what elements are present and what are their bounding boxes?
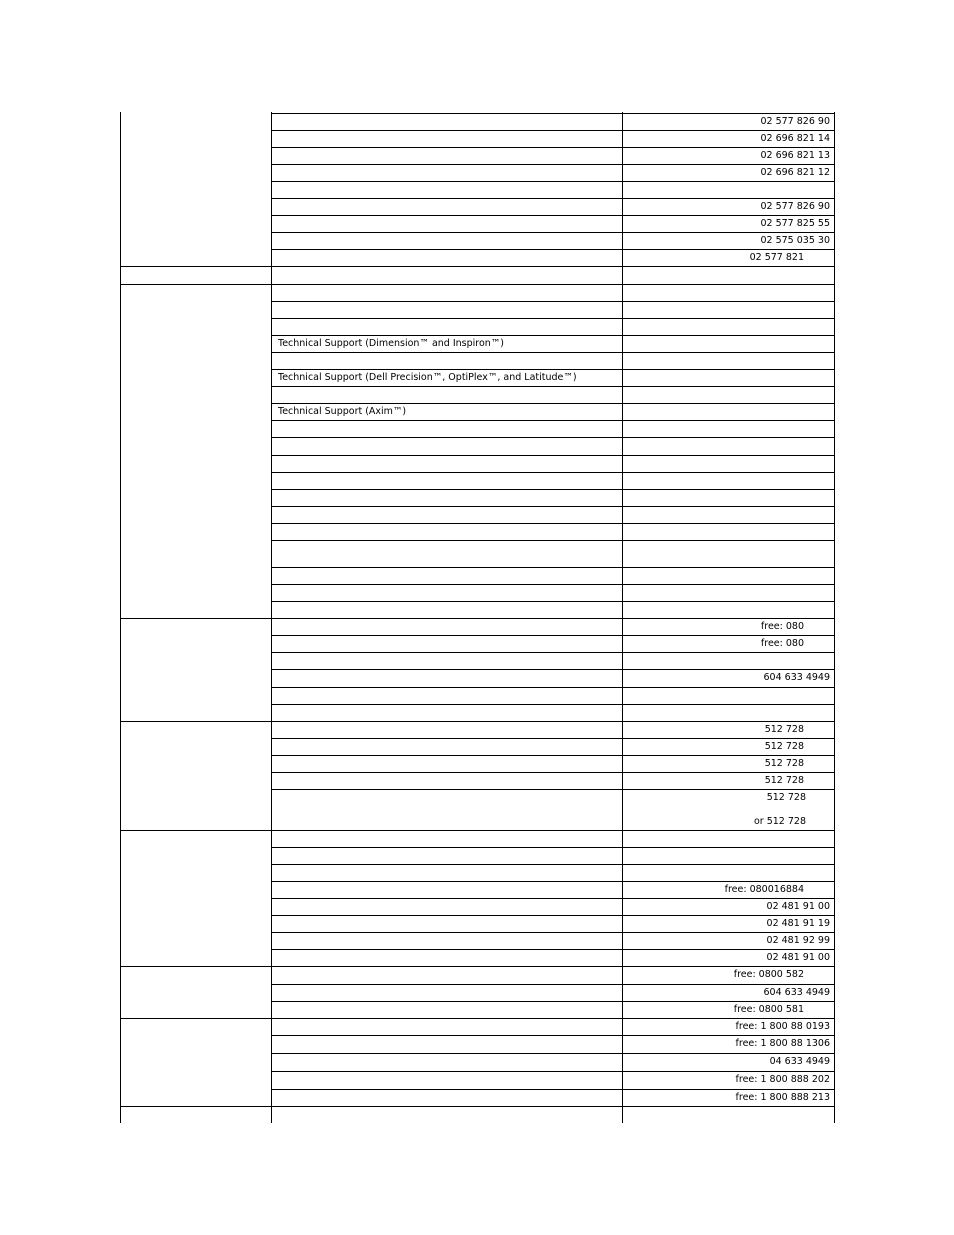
phone-number: 02 575 035 30: [760, 234, 830, 246]
phone-number: 02 481 91 00: [766, 951, 830, 963]
phone-number: [624, 472, 830, 489]
phone-number: 512 728: [764, 740, 804, 752]
service-label: [278, 932, 619, 949]
group-border: [120, 721, 271, 722]
phone-number: [624, 284, 830, 301]
phone-number: [624, 455, 830, 472]
service-label: [278, 420, 619, 437]
service-label: [278, 898, 619, 915]
phone-number: [624, 181, 830, 198]
service-label: [278, 966, 619, 984]
phone-number: 04 633 4949: [769, 1056, 830, 1068]
phone-number: [624, 352, 830, 369]
phone-number: free: 0800 582: [733, 969, 804, 981]
service-label: [278, 687, 619, 704]
phone-number: [624, 847, 830, 864]
service-label: Technical Support (Axim™): [278, 405, 407, 417]
service-label: [278, 738, 619, 755]
service-label: [278, 881, 619, 898]
phone-number: 02 577 826 90: [760, 115, 830, 127]
service-label: [278, 949, 619, 966]
group-border: [120, 618, 271, 619]
service-label: [278, 1035, 619, 1053]
service-label: [278, 772, 619, 789]
service-label: [278, 1053, 619, 1071]
phone-number: [624, 266, 830, 284]
phone-number: free: 1 800 888 202: [735, 1074, 830, 1086]
phone-number: free: 1 800 88 0193: [735, 1020, 830, 1032]
phone-number: [624, 437, 830, 455]
phone-number: 512 728: [764, 757, 804, 769]
phone-number: [624, 523, 830, 540]
phone-number: [624, 403, 830, 420]
phone-number: [624, 489, 830, 506]
service-label: [278, 1071, 619, 1089]
group-border: [120, 1106, 271, 1107]
phone-number: [624, 369, 830, 386]
service-label: [278, 506, 619, 523]
phone-number: free: 080016884: [724, 883, 804, 895]
phone-number: [624, 652, 830, 669]
service-label: [278, 704, 619, 721]
group-border: [120, 830, 271, 831]
group-border: [120, 266, 271, 267]
service-label: [278, 113, 619, 130]
phone-number: 604 633 4949: [763, 672, 830, 684]
phone-number: 02 696 821 14: [760, 132, 830, 144]
service-label: [278, 847, 619, 864]
phone-number: 02 481 92 99: [766, 934, 830, 946]
phone-number: [624, 601, 830, 618]
service-label: [278, 232, 619, 249]
phone-number: 512 728: [764, 774, 804, 786]
phone-number: [624, 704, 830, 721]
phone-number: [624, 584, 830, 601]
group-border: [120, 966, 271, 967]
service-label: [278, 489, 619, 506]
service-label: [278, 984, 619, 1001]
phone-number: free: 080: [760, 620, 804, 632]
service-label: [278, 540, 619, 567]
phone-number: [624, 335, 830, 352]
phone-number: free: 1 800 88 1306: [735, 1038, 830, 1050]
service-label: [278, 1018, 619, 1035]
phone-number: 02 481 91 19: [766, 917, 830, 929]
service-label: [278, 352, 619, 369]
service-label: [278, 864, 619, 881]
service-label: [278, 164, 619, 181]
phone-number: 02 696 821 12: [760, 166, 830, 178]
service-label: Technical Support (Dell Precision™, OptiPlex™, and Latitude™): [278, 371, 577, 383]
service-label: [278, 266, 619, 284]
service-label: [278, 584, 619, 601]
service-label: [278, 915, 619, 932]
phone-number: [624, 540, 830, 567]
phone-number: 02 577 821: [749, 251, 804, 263]
service-label: [278, 147, 619, 164]
phone-number: 604 633 4949: [763, 986, 830, 998]
service-label: [278, 215, 619, 232]
phone-number: free: 1 800 888 213: [735, 1091, 830, 1103]
service-label: [278, 755, 619, 772]
service-label: [278, 1001, 619, 1018]
phone-number: [624, 864, 830, 881]
phone-number: 02 577 826 90: [760, 200, 830, 212]
phone-number: [624, 687, 830, 704]
service-label: [278, 635, 619, 652]
phone-number: [624, 386, 830, 403]
phone-number: [624, 301, 830, 318]
phone-number: [624, 830, 830, 847]
service-label: [278, 318, 619, 335]
phone-number: [624, 420, 830, 437]
service-label: [278, 669, 619, 687]
service-label: [278, 789, 619, 830]
service-label: [278, 130, 619, 147]
phone-number: 512 728: [764, 723, 804, 735]
phone-number: free: 080: [760, 637, 804, 649]
phone-number: 02 577 825 55: [760, 217, 830, 229]
service-label: [278, 284, 619, 301]
service-label: [278, 386, 619, 403]
phone-number: 02 696 821 13: [760, 149, 830, 161]
service-label: [278, 455, 619, 472]
phone-number: [624, 318, 830, 335]
service-label: [278, 249, 619, 266]
service-label: [278, 830, 619, 847]
service-label: [278, 601, 619, 618]
service-label: [278, 523, 619, 540]
service-label: [278, 1089, 619, 1106]
service-label: [278, 472, 619, 489]
row-border: [271, 1106, 835, 1107]
phone-number: 02 481 91 00: [766, 900, 830, 912]
service-label: [278, 181, 619, 198]
service-label: [278, 618, 619, 635]
phone-number: 512 728: [766, 792, 806, 804]
service-label: [278, 301, 619, 318]
phone-number: [624, 506, 830, 523]
service-label: [278, 652, 619, 669]
phone-number: free: 0800 581: [733, 1003, 804, 1015]
group-border: [120, 1018, 271, 1019]
service-label: [278, 437, 619, 455]
phone-number: [624, 567, 830, 584]
phone-number-alt: or 512 728: [753, 816, 806, 828]
service-label: [278, 567, 619, 584]
service-label: [278, 198, 619, 215]
service-label: Technical Support (Dimension™ and Inspiron™): [278, 337, 505, 349]
group-border: [120, 284, 271, 285]
service-label: [278, 721, 619, 738]
